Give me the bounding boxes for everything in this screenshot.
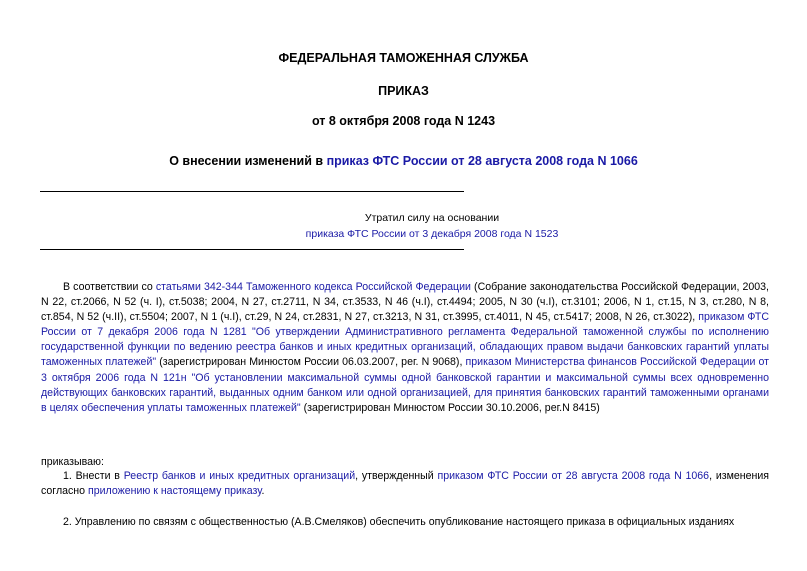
status-note: Утратил силу на основании [364, 212, 500, 224]
order-word: приказываю: [41, 456, 104, 468]
appendix-link[interactable]: приложению к настоящему приказу [88, 485, 262, 498]
preamble-text-3: (зарегистрирован Минюстом России 06.03.2007, рег. N 9068), [156, 356, 466, 369]
preamble-text-1: В соответствии со [63, 281, 156, 293]
preamble-text-4: (зарегистрирован Минюстом России 30.10.2006, рег.N 8415) [300, 401, 600, 414]
doc-date-number: от 8 октября 2008 года N 1243 [311, 114, 496, 128]
divider-top [40, 191, 464, 192]
title-order-link[interactable]: приказ ФТС России от 28 августа 2008 года N 1066 [326, 154, 638, 168]
fts-order-1281-link[interactable]: приказом ФТС России от 7 декабря 2006 года N 1281 "Об утверждении Административного регламента Федеральной таможенной службы по исполнению государственной функции по ведению реестра банков и иных кредитных организаций, обладающих правом выдачи банковских гарантий уплаты таможенных платежей" [41, 311, 769, 369]
preamble-text-2: (Собрание законодательства Российской Федерации, 2003, N 22, ст.2066, N 52 (ч. I), ст.5038; 2004, N 27, ст.2711, N 34, ст.3533, N 46 (ч.I), ст.4494; 2005, N 30 (ч.I), ст.3101; 2006, N 1, ст.15, N 3, ст.280, N 8, ст.854, N 52 (ч.II), ст.5504; 2007, N 1 (ч.I), ст.29, N 24, ст.2831, N 27, ст.3213, N 31, ст.3995, ст.4011, N 45, ст.5417; 2008, N 26, ст.3022), [41, 281, 769, 324]
org-name: ФЕДЕРАЛЬНАЯ ТАМОЖЕННАЯ СЛУЖБА [278, 51, 529, 65]
repeal-order-link[interactable]: приказа ФТС России от 3 декабря 2008 года N 1523 [305, 228, 559, 240]
doc-type: ПРИКАЗ [378, 84, 429, 98]
doc-title [0, 154, 807, 168]
item-1-text-3: , изменения согласно [41, 470, 770, 498]
preamble-paragraph [41, 280, 769, 416]
customs-code-link[interactable]: статьями 342-344 Таможенного кодекса Российской Федерации [155, 281, 471, 293]
item-2-paragraph: 2. Управлению по связям с общественностью (А.В.Смеляков) обеспечить опубликование настоящего приказа в официальных изданиях [63, 516, 735, 528]
item-1-text-4: . [261, 485, 265, 498]
minfin-order-121n-link[interactable]: приказом Министерства финансов Российской Федерации от 3 октября 2006 года N 121н "Об установлении максимальной суммы одной банковской гарантии и максимальной суммы всех одновременно действующих банковских гарантий, выданных одним банком или одной организацией, для принятия банковских гарантий таможенными органами в целях обеспечения уплаты таможенных платежей" [41, 356, 770, 414]
doc-title-prefix: О внесении изменений в [169, 154, 327, 168]
fts-order-1066-link[interactable]: приказом ФТС России от 28 августа 2008 года N 1066 [437, 470, 710, 482]
item-1-text-2: , утвержденный [355, 470, 438, 482]
bank-registry-link[interactable]: Реестр банков и иных кредитных организаций [123, 470, 356, 482]
status-link-line [252, 227, 612, 242]
item-1-text-1: 1. Внести в [63, 470, 124, 482]
item-1-paragraph [41, 469, 769, 499]
divider-bottom [40, 249, 464, 250]
